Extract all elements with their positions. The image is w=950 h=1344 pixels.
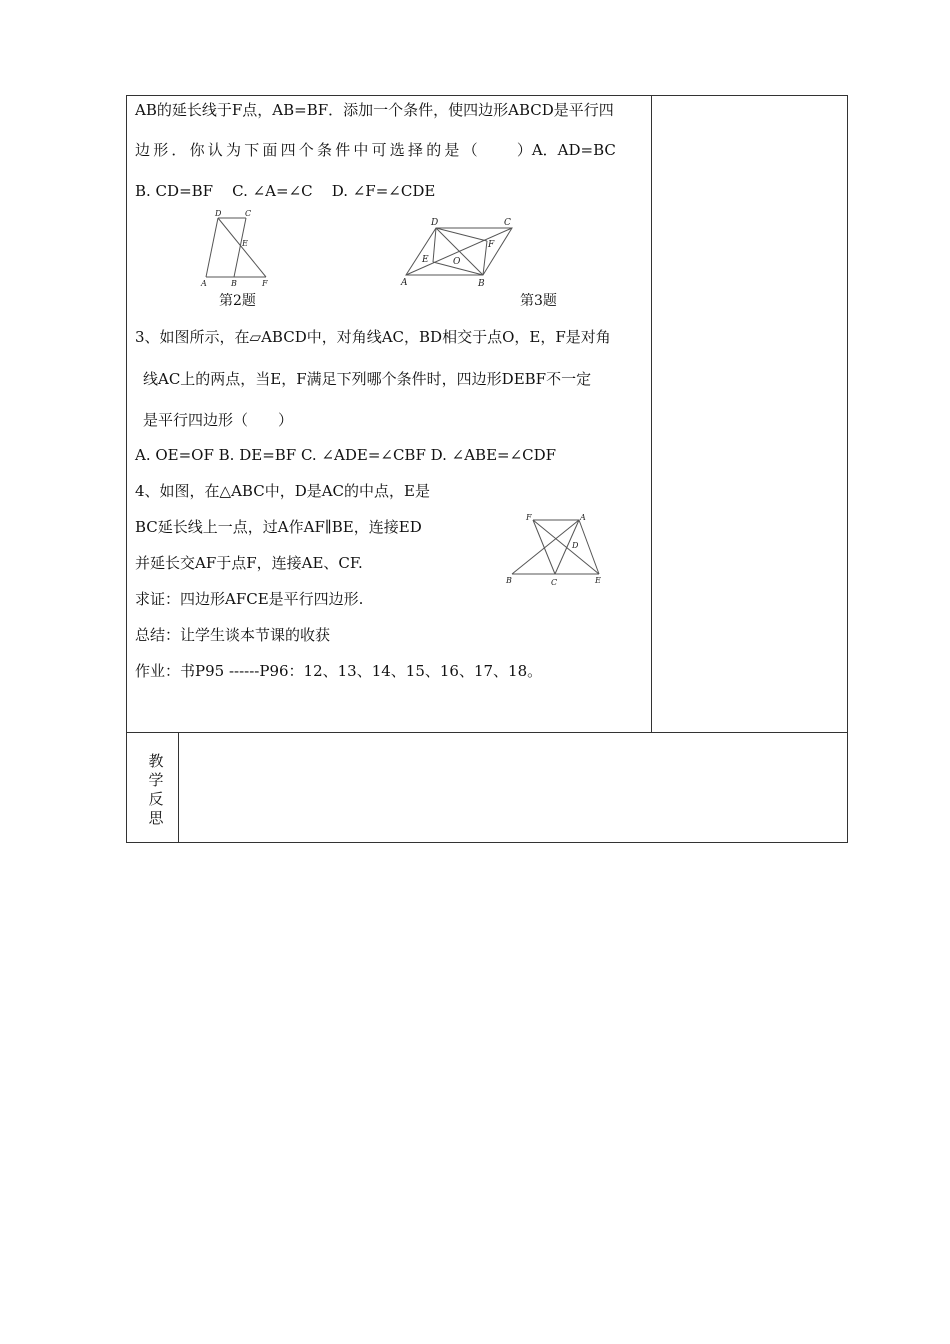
- fig2-label-b: B: [231, 279, 237, 288]
- problem-2-options: B. CD=BF C. ∠A=∠C D. ∠F=∠CDE: [135, 182, 436, 200]
- fig2-label-d: D: [215, 210, 222, 218]
- problem-3-line-3: 是平行四边形（ ）: [143, 411, 294, 429]
- reflection-divider: [178, 732, 179, 843]
- fig3-label-f: F: [488, 240, 495, 250]
- figure-4-diagram: [500, 510, 610, 588]
- fig3-label-o: O: [453, 257, 461, 267]
- figure-2-diagram: [198, 210, 273, 290]
- fig4-label-b: B: [506, 576, 512, 585]
- lesson-table: [126, 95, 848, 843]
- fig4-label-c: C: [551, 578, 558, 587]
- problem-2-line-2: 边形．你认为下面四个条件中可选择的是（ ）A．AD=BC: [135, 141, 616, 159]
- problem-4-line-1: 4、如图，在△ABC中，D是AC的中点，E是: [135, 482, 430, 500]
- fig2-label-e: E: [242, 239, 248, 248]
- row-divider: [126, 732, 848, 733]
- fig4-label-d: D: [572, 541, 579, 550]
- fig4-label-a: A: [580, 513, 586, 522]
- fig3-label-e: E: [422, 255, 429, 265]
- fig2-label-f: F: [262, 279, 268, 288]
- fig2-label-c: C: [245, 210, 252, 218]
- summary-line: 总结：让学生谈本节课的收获: [135, 626, 331, 644]
- fig3-label-b: B: [478, 279, 485, 289]
- problem-4-line-3: 并延长交AF于点F，连接AE、CF.: [135, 554, 363, 572]
- fig3-label-d: D: [431, 218, 439, 228]
- figure-3-diagram: [398, 214, 518, 290]
- figure-2-caption: 第2题: [219, 293, 256, 309]
- column-divider: [651, 95, 652, 732]
- fig4-label-f: F: [526, 513, 532, 522]
- fig4-label-e: E: [595, 576, 601, 585]
- homework-line: 作业：书P95 ------P96：12、13、14、15、16、17、18。: [135, 662, 543, 680]
- fig3-label-c: C: [504, 218, 511, 228]
- problem-2-line-1: AB的延长线于F点，AB=BF．添加一个条件，使四边形ABCD是平行四: [135, 101, 614, 119]
- problem-4-proof: 求证：四边形AFCE是平行四边形.: [135, 590, 364, 608]
- teaching-reflection-label: 教 学 反 思: [148, 752, 164, 827]
- problem-3-line-1: 3、如图所示，在▱ABCD中，对角线AC，BD相交于点O，E，F是对角: [135, 328, 611, 346]
- figure-3-caption: 第3题: [520, 293, 557, 309]
- problem-3-line-2: 线AC上的两点，当E，F满足下列哪个条件时，四边形DEBF不一定: [143, 370, 592, 388]
- problem-3-options: A. OE=OF B. DE=BF C. ∠ADE=∠CBF D. ∠ABE=∠CDF: [135, 446, 557, 464]
- fig3-label-a: A: [401, 278, 408, 288]
- problem-4-line-2: BC延长线上一点，过A作AF∥BE，连接ED: [135, 518, 422, 536]
- fig2-label-a: A: [201, 279, 207, 288]
